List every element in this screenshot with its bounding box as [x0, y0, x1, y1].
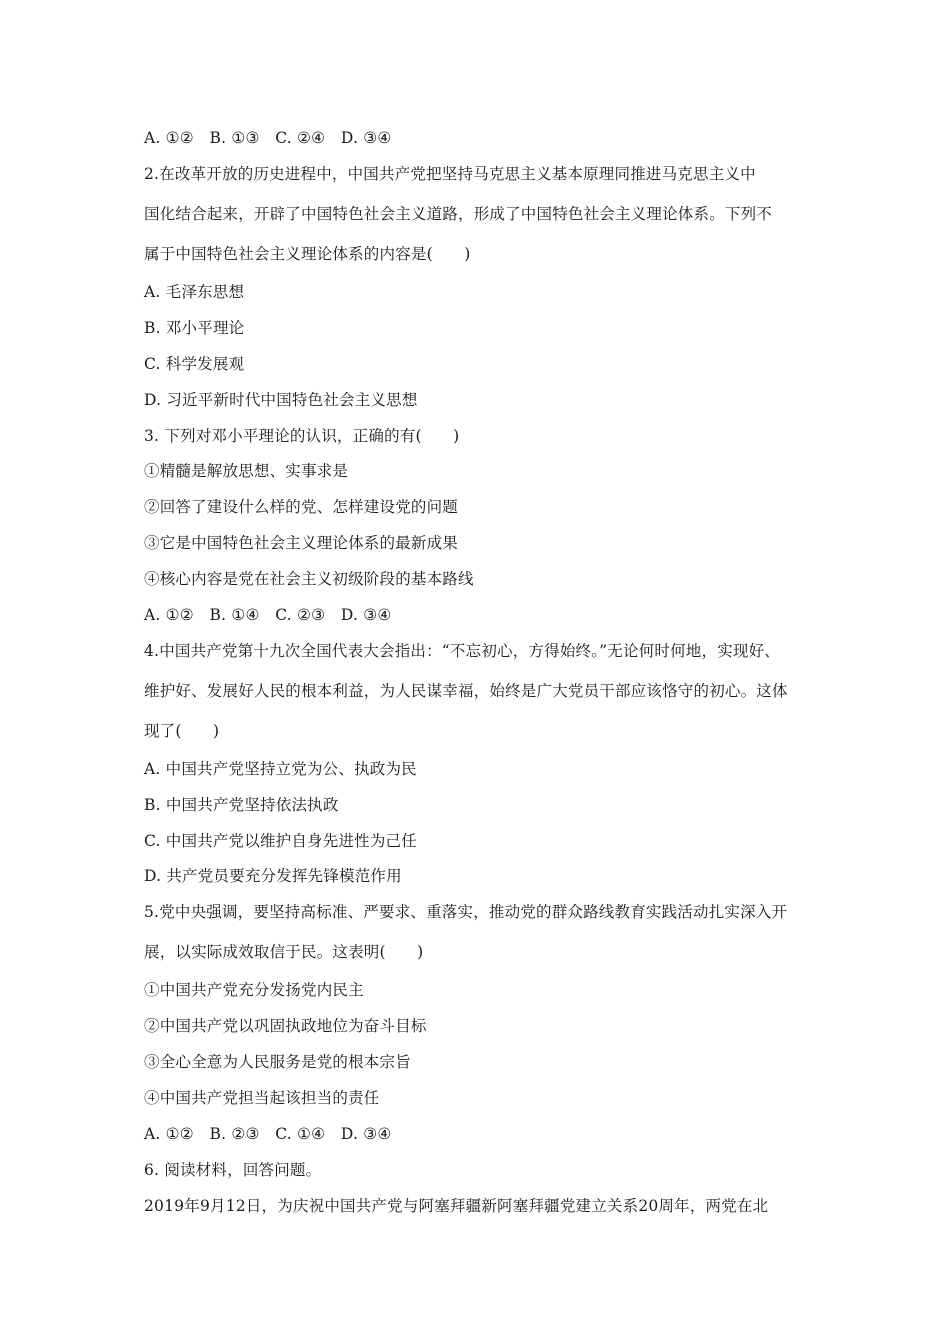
q2-option-c: C. 科学发展观 [144, 355, 245, 373]
q3-statement-1: ①精髓是解放思想、实事求是 [144, 462, 349, 480]
q1-options: A. ①② B. ①③ C. ②④ D. ③④ [144, 129, 392, 147]
q4-stem-line-2: 维护好、发展好人民的根本利益，为人民谋幸福，始终是广大党员干部应该恪守的初心。这体 [144, 682, 788, 700]
q2-option-a: A. 毛泽东思想 [144, 283, 245, 301]
q4-option-b: B. 中国共产党坚持依法执政 [144, 796, 339, 814]
q2-option-d: D. 习近平新时代中国特色社会主义思想 [144, 391, 418, 409]
q6-material-line-1: 2019年9月12日，为庆祝中国共产党与阿塞拜疆新阿塞拜疆党建立关系20周年，两党在北 [144, 1197, 769, 1215]
q4-option-d: D. 共产党员要充分发挥先锋模范作用 [144, 867, 402, 885]
q5-statement-1: ①中国共产党充分发扬党内民主 [144, 981, 364, 999]
q5-statement-2: ②中国共产党以巩固执政地位为奋斗目标 [144, 1017, 427, 1035]
q5-statement-4: ④中国共产党担当起该担当的责任 [144, 1089, 380, 1107]
q2-option-b: B. 邓小平理论 [144, 319, 245, 337]
q5-stem-line-2: 展，以实际成效取信于民。这表明( ) [144, 943, 424, 961]
q3-statement-4: ④核心内容是党在社会主义初级阶段的基本路线 [144, 570, 474, 588]
q3-statement-2: ②回答了建设什么样的党、怎样建设党的问题 [144, 498, 459, 516]
q5-options: A. ①② B. ②③ C. ①④ D. ③④ [144, 1125, 392, 1143]
q2-stem-line-2: 国化结合起来，开辟了中国特色社会主义道路，形成了中国特色社会主义理论体系。下列不 [144, 205, 773, 223]
q5-statement-3: ③全心全意为人民服务是党的根本宗旨 [144, 1053, 411, 1071]
q3-statement-3: ③它是中国特色社会主义理论体系的最新成果 [144, 534, 459, 552]
q3-options: A. ①② B. ①④ C. ②③ D. ③④ [144, 606, 392, 624]
q4-stem-line-1: 4.中国共产党第十九次全国代表大会指出：“不忘初心，方得始终。”无论何时何地，实现好、 [144, 642, 780, 660]
q4-stem-line-3: 现了( ) [144, 722, 220, 740]
q4-option-a: A. 中国共产党坚持立党为公、执政为民 [144, 760, 417, 778]
q6-stem: 6. 阅读材料，回答问题。 [144, 1161, 322, 1179]
q3-stem: 3. 下列对邓小平理论的认识，正确的有( ) [144, 427, 460, 445]
q4-option-c: C. 中国共产党以维护自身先进性为己任 [144, 832, 417, 850]
q2-stem-line-3: 属于中国特色社会主义理论体系的内容是( ) [144, 245, 471, 263]
q2-stem-line-1: 2.在改革开放的历史进程中，中国共产党把坚持马克思主义基本原理同推进马克思主义中 [144, 165, 756, 183]
q5-stem-line-1: 5.党中央强调，要坚持高标准、严要求、重落实，推动党的群众路线教育实践活动扎实深入开 [144, 903, 788, 921]
